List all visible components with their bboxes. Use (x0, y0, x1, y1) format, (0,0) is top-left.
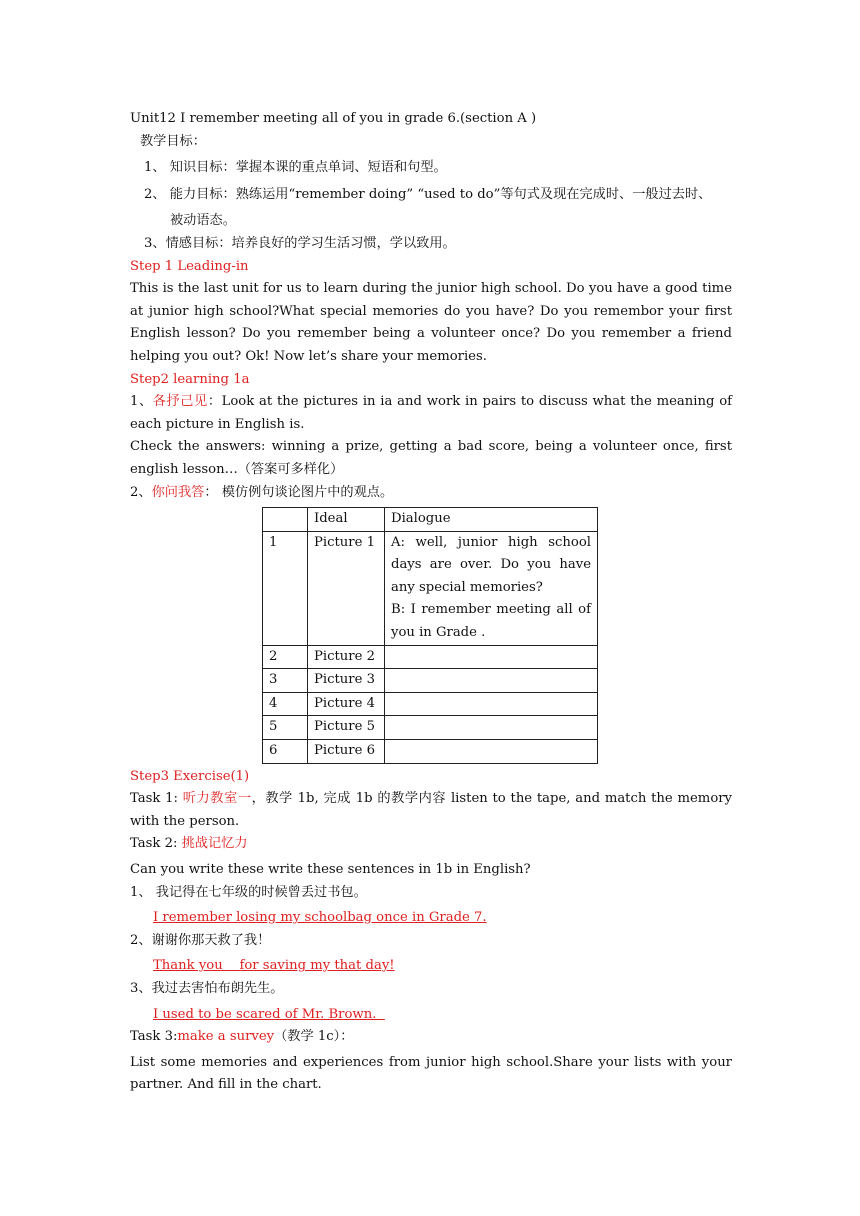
step2-item2-num: 2、 (130, 484, 152, 500)
table-header-num (263, 508, 308, 532)
sentence-cn-3: 3、我过去害怕布朗先生。 (130, 980, 284, 996)
objective-ability-cont: 被动语态。 (170, 213, 236, 229)
objectives-heading: 教学目标： (140, 133, 206, 149)
step2-item1-num: 1、 (130, 394, 153, 410)
task3-label: make a survey (177, 1029, 275, 1045)
step3-heading: Step3 Exercise(1) (130, 768, 250, 784)
step2-item2-label: 你问我答 (151, 484, 205, 500)
answer-text-1: I remember losing my schoolbag once in Grade 7. (153, 910, 487, 926)
sentence-en-1 (130, 907, 732, 930)
step2-check-answers: Check the answers: winning a prize, getting a bad score, being a volunteer once, first english lesson…（答案可多样化） (130, 439, 732, 477)
task3-text: List some memories and experiences from junior high school.Share your lists with your partner. And fill in the chart. (130, 1054, 732, 1093)
step2-item1-text: ：Look at the pictures in ia and work in pairs to discuss what the meaning of each picture in English is. (130, 394, 733, 432)
task3 (130, 1026, 732, 1049)
step2-heading: Step2 learning 1a (130, 371, 250, 387)
table-cell-picture: Picture 1 (308, 531, 385, 645)
sentence-cn-2: 2、谢谢你那天救了我！ (130, 932, 271, 948)
answer-text-3: I used to be scared of Mr. Brown. (153, 1006, 385, 1022)
task2 (130, 833, 732, 856)
table-cell-num: 3 (263, 669, 308, 693)
task1-label: 听力教室一 (182, 791, 252, 807)
task3-prefix: Task 3: (130, 1029, 178, 1045)
table-row (263, 740, 598, 764)
task2-question: Can you write these write these sentences in 1b in English? (130, 862, 531, 877)
dialogue-table (262, 507, 598, 764)
table-cell-dialogue (385, 716, 598, 740)
table-cell-num: 2 (263, 645, 308, 669)
step2-item2 (130, 482, 732, 505)
task2-prefix: Task 2: (130, 836, 182, 852)
table-cell-dialogue (385, 645, 598, 669)
step2-item2-text: ： 模仿例句谈论图片中的观点。 (204, 484, 394, 500)
table-row (263, 645, 598, 669)
table-header-ideal: Ideal (308, 508, 385, 532)
table-cell-picture: Picture 2 (308, 645, 385, 669)
sentence-cn-1: 1、 我记得在七年级的时候曾丢过书包。 (130, 884, 367, 900)
table-row (263, 531, 598, 645)
step1-text: This is the last unit for us to learn during the junior high school. Do you have a good time at junior high school?What special memories do you have? Do you remembor your first English lesson? Do you remember being a volunteer once? Do you remember a friend helping you out? Ok! Now let’s share your memories. (130, 281, 732, 364)
table-row (263, 692, 598, 716)
table-cell-picture: Picture 5 (308, 716, 385, 740)
table-cell-dialogue (385, 669, 598, 693)
task1-text: ，教学 1b, 完成 1b 的教学内容 listen to the tape, and match the memory with the person. (130, 791, 733, 829)
table-cell-picture: Picture 3 (308, 669, 385, 693)
sentence-en-2 (130, 955, 732, 978)
table-cell-num: 6 (263, 740, 308, 764)
table-cell-picture: Picture 6 (308, 740, 385, 764)
table-cell-dialogue (385, 531, 598, 645)
answer-text-2: Thank you for saving my that day! (153, 958, 395, 974)
objective-knowledge: 1、 知识目标：掌握本课的重点单词、短语和句型。 (144, 160, 447, 176)
table-cell-num: 5 (263, 716, 308, 740)
dialogue-line-a: A: well, junior high school days are over. Do you have any special memories? (391, 534, 591, 595)
document-title: Unit12 I remember meeting all of you in grade 6.(section A ) (130, 111, 537, 126)
table-row (263, 716, 598, 740)
table-header-dialogue: Dialogue (385, 508, 598, 532)
objective-ability: 2、 能力目标：熟练运用“remember doing” “used to do”等句式及现在完成时、一般过去时、 (144, 186, 712, 202)
table-cell-dialogue (385, 740, 598, 764)
table-cell-num: 1 (263, 531, 308, 645)
objective-emotion: 3、情感目标：培养良好的学习生活习惯，学以致用。 (144, 235, 456, 251)
document-content (130, 108, 732, 1097)
table-cell-picture: Picture 4 (308, 692, 385, 716)
table-cell-num: 4 (263, 692, 308, 716)
task1 (130, 788, 732, 833)
step2-item1-label: 各抒己见 (152, 394, 208, 410)
table-row (263, 669, 598, 693)
task2-label: 挑战记忆力 (181, 836, 248, 852)
table-cell-dialogue (385, 692, 598, 716)
task1-prefix: Task 1: (130, 791, 183, 807)
step1-heading: Step 1 Leading-in (130, 258, 249, 274)
task3-suffix: （教学 1c）： (274, 1029, 354, 1045)
dialogue-line-b: B: I remember meeting all of you in Grade . (391, 602, 591, 641)
sentence-en-3 (130, 1004, 732, 1027)
step2-item1 (130, 391, 732, 436)
table-header-row (263, 508, 598, 532)
